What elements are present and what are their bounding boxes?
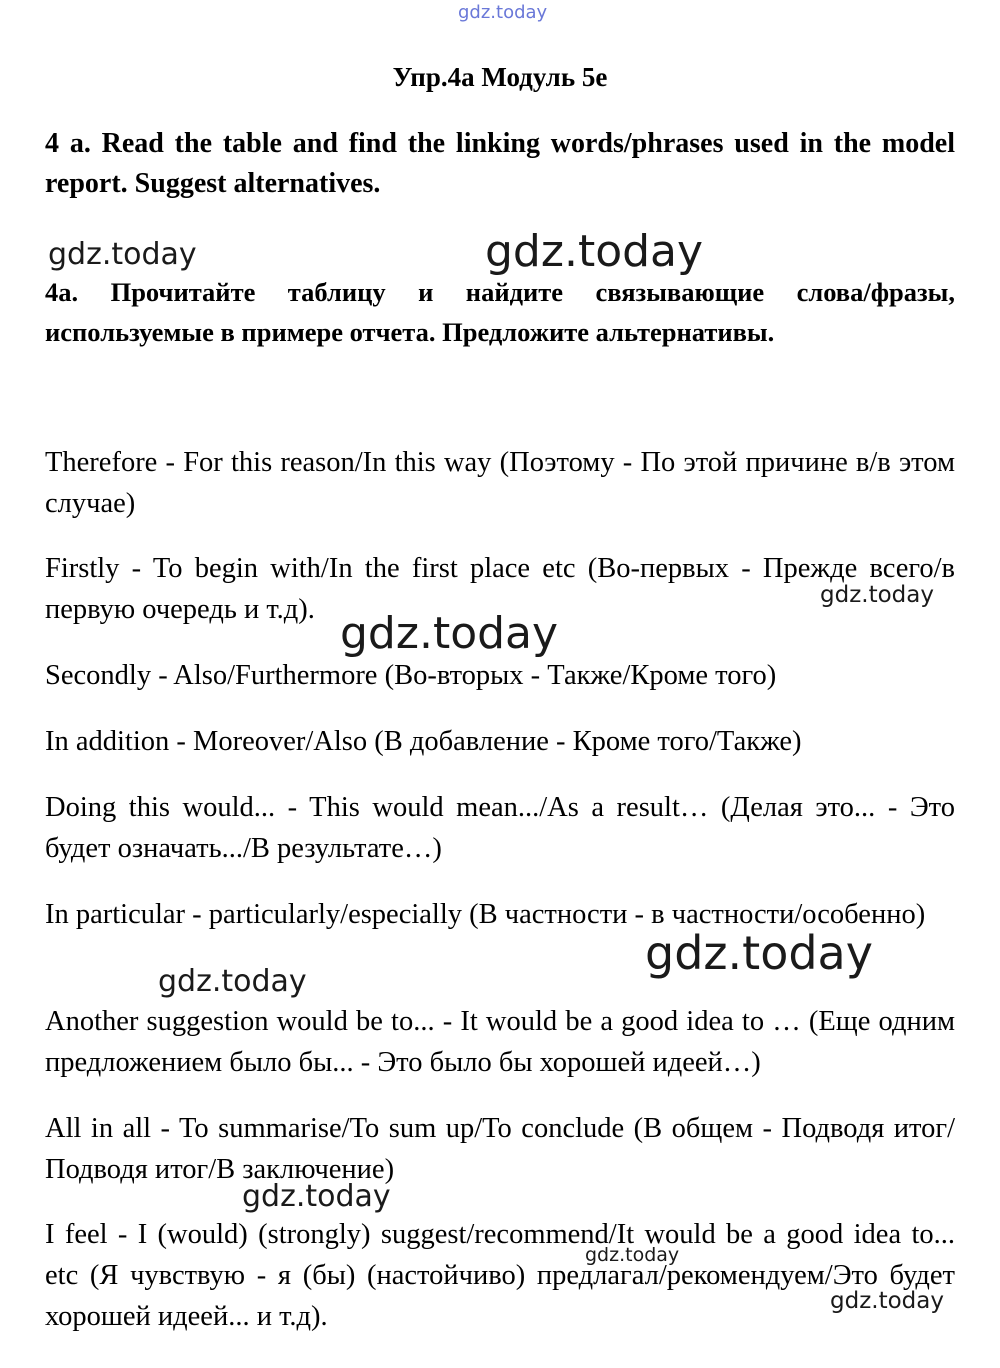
watermark: gdz.today bbox=[830, 1288, 944, 1314]
answer-item-all-in-all: All in all - To summarise/To sum up/To conclude (В общем - Подводя итог/Подводя итог/В заключение) bbox=[45, 1113, 955, 1185]
answer-item-therefore: Therefore - For this reason/In this way (Поэтому - По этой причине в/в этом случае) bbox=[45, 447, 955, 519]
page-title: Упр.4а Модуль 5е bbox=[392, 62, 608, 92]
watermark: gdz.today bbox=[158, 964, 307, 999]
watermark: gdz.today bbox=[820, 582, 934, 608]
watermark: gdz.today bbox=[48, 237, 197, 272]
task-english: 4 a. Read the table and find the linking words/phrases used in the model report. Suggest alternatives. bbox=[45, 128, 955, 199]
watermark: gdz.today bbox=[485, 226, 704, 277]
answer-item-i-feel: I feel - I (would) (strongly) suggest/recommend/It would be a good idea to... etc (Я чувствую - я (бы) (настойчиво) предлагал/рекомендуем/Это будет хорошей идеей... и т.д). bbox=[45, 1219, 955, 1332]
answer-item-in-addition: In addition - Moreover/Also (В добавление - Кроме того/Также) bbox=[45, 726, 802, 757]
watermark: gdz.today bbox=[585, 1244, 680, 1266]
answer-item-firstly: Firstly - To begin with/In the first place etc (Во-первых - Прежде всего/в первую очередь и т.д). bbox=[45, 553, 955, 625]
watermark: gdz.today bbox=[340, 608, 559, 659]
task-russian: 4а. Прочитайте таблицу и найдите связывающие слова/фразы, используемые в примере отчета. Предложите альтернативы. bbox=[45, 277, 955, 347]
answer-item-doing-this: Doing this would... - This would mean.../As a result… (Делая это... - Это будет означать.../В результате…) bbox=[45, 792, 955, 864]
answer-item-in-particular: In particular - particularly/especially (В частности - в частности/особенно) bbox=[45, 899, 926, 930]
answer-item-secondly: Secondly - Also/Furthermore (Во-вторых - Также/Кроме того) bbox=[45, 660, 777, 691]
watermark: gdz.today bbox=[242, 1179, 391, 1214]
answer-item-another-suggestion: Another suggestion would be to... - It would be a good idea to … (Еще одним предложением было бы... - Это было бы хорошей идеей…) bbox=[45, 1006, 955, 1078]
watermark: gdz.today bbox=[645, 926, 873, 980]
watermark-top: gdz.today bbox=[458, 2, 548, 23]
